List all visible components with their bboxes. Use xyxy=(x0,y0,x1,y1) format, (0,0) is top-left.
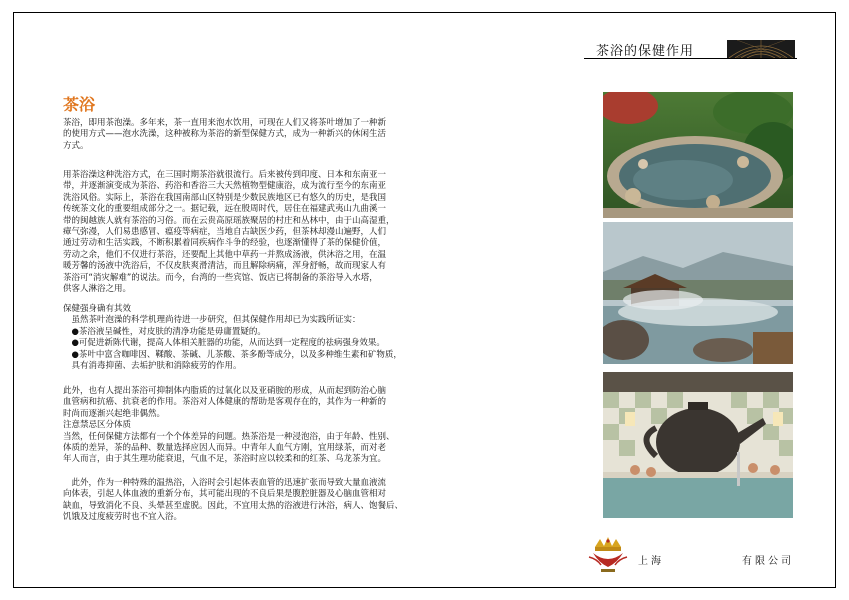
paragraph-cautions xyxy=(63,386,415,466)
text-line: 用茶浴澡这种洗浴方式，在三国时期茶浴就很流行。后来被传到印度、日本和东南亚一 xyxy=(63,170,387,180)
text-line: 带的闽越族人就有茶浴的习俗。而在云贵高原瑶族聚居的村庄和丛林中，由于山高湿重， xyxy=(63,215,395,226)
text-line: 饥饿及过度疲劳时也不宜入浴。 xyxy=(63,512,183,523)
text-line: 瘴气弥漫，人们易患感冒、瘟疫等病症，当地自古缺医少药，但茶林却漫山遍野，人们 xyxy=(63,227,387,238)
paragraph-history xyxy=(63,170,415,295)
text-line: 的使用方式——泡水洗澡，这种被称为茶浴的新型保健方式，成为一种新兴的休闲生活 xyxy=(63,129,387,140)
text-line: 年人而言，由于其生理功能衰退，气血不足，茶浴时应以较柔和的红茶、乌龙茶为宜。 xyxy=(63,454,387,465)
text-line: 方式。 xyxy=(63,140,89,151)
paragraph-warnings xyxy=(63,478,415,524)
paragraph-health-benefits xyxy=(63,304,415,372)
text-line: 时尚而逐渐兴起绝非偶然。 xyxy=(63,408,166,419)
text-line: 注意禁忌区分体质 xyxy=(63,420,132,431)
bullet-item: ●茶叶中富含咖啡因、鞣酸、茶碱、儿茶酸、茶多酚等成分，以及多种维生素和矿物质， xyxy=(63,349,402,360)
text-line: 洗浴风俗。实际上，茶浴在我国南部山区特别是少数民族地区已有悠久的历史，是我国 xyxy=(63,192,387,203)
footer-city: 上海 xyxy=(638,556,664,567)
header-ornament-graphic xyxy=(727,40,795,58)
text-line: 此外，也有人提出茶浴可抑制体内脂质的过氧化以及亚硝胺的形成，从而起到防治心脑 xyxy=(63,386,387,396)
text-line: 传统茶文化的重要组成部分之一。据记载，远在殷周时代，居住在福建武夷山九曲溪一 xyxy=(63,204,387,215)
text-line: 茶浴可“消灾解难”的说法。而今，台湾的一些宾馆、饭店已将制备的茶浴导入水塔， xyxy=(63,272,378,283)
company-logo-icon xyxy=(587,535,629,575)
text-line: 带，并逐渐演变成为茶浴、药浴和香浴三大天然植物型健康浴，成为流行至今的东南亚 xyxy=(63,181,387,192)
hot-spring-pavilion-photo xyxy=(603,222,793,364)
text-line: 暖芳馨的汤液中洗浴后，不仅皮肤爽滑清洁，而且解除病痛，浑身舒畅，故而现家人有 xyxy=(63,261,387,272)
text-line: 当然，任何保健方法都有一个个体差异的问题。热茶浴是一种浸泡浴，由于年龄、性别、 xyxy=(63,431,395,442)
text-line: 具有消毒抑菌、去垢护肤和消除疲劳的作用。 xyxy=(63,361,242,372)
footer-company-name: 有限公司 xyxy=(742,556,794,567)
text-line: 供客人淋浴之用。 xyxy=(63,284,132,295)
outdoor-stone-pool-photo xyxy=(603,92,793,218)
header-rule xyxy=(584,58,797,59)
teapot-bath-hall-photo xyxy=(603,372,793,518)
text-line: 此外，作为一种特殊的温热浴，入浴时会引起体表血管的迅速扩张而导致大量血液流 xyxy=(63,478,387,488)
text-line: 血管病和抗癌、抗衰老的作用。茶浴对人体健康的帮助是客观存在的，其作为一种新的 xyxy=(63,397,387,408)
text-line: 虽然茶叶泡澡的科学机理尚待进一步研究，但其保健作用却已为实践所证实： xyxy=(63,315,361,326)
text-line: 茶浴，即用茶泡澡。多年来，茶一直用来泡水饮用，可现在人们又将茶叶增加了一种新 xyxy=(63,118,387,128)
bullet-item: ●茶浴液呈碱性，对皮肤的清净功能是毋庸置疑的。 xyxy=(63,326,266,337)
text-line: 保健强身确有其效 xyxy=(63,304,132,314)
text-line: 向体表，引起人体血液的重新分布，其可能出现的不良后果是腹腔脏器及心脑血管相对 xyxy=(63,489,387,500)
text-line: 缺血，导致消化不良、头晕甚至虚脱。因此，不宜用太热的浴液进行沐浴，病人、饱餐后、 xyxy=(63,500,404,511)
text-line: 体质的差异，茶的品种、数量选择应因人而异。中青年人血气方刚，宜用绿茶，而对老 xyxy=(63,443,387,454)
page-header-title: 茶浴的保健作用 xyxy=(596,44,695,59)
paragraph-intro xyxy=(63,118,415,152)
text-line: 通过劳动和生活实践，不断积累着同疾病作斗争的经验，也逐渐懂得了茶的保健价值， xyxy=(63,238,387,249)
section-heading: 茶浴 xyxy=(63,95,96,114)
bullet-item: ●可促进新陈代谢，提高人体相关脏器的功能，从而达到一定程度的祛病强身效果。 xyxy=(63,338,385,349)
text-line: 劳动之余，他们不仅进行茶浴，还要配上其他中草药一并熬成汤液，供沐浴之用，在温 xyxy=(63,249,387,260)
